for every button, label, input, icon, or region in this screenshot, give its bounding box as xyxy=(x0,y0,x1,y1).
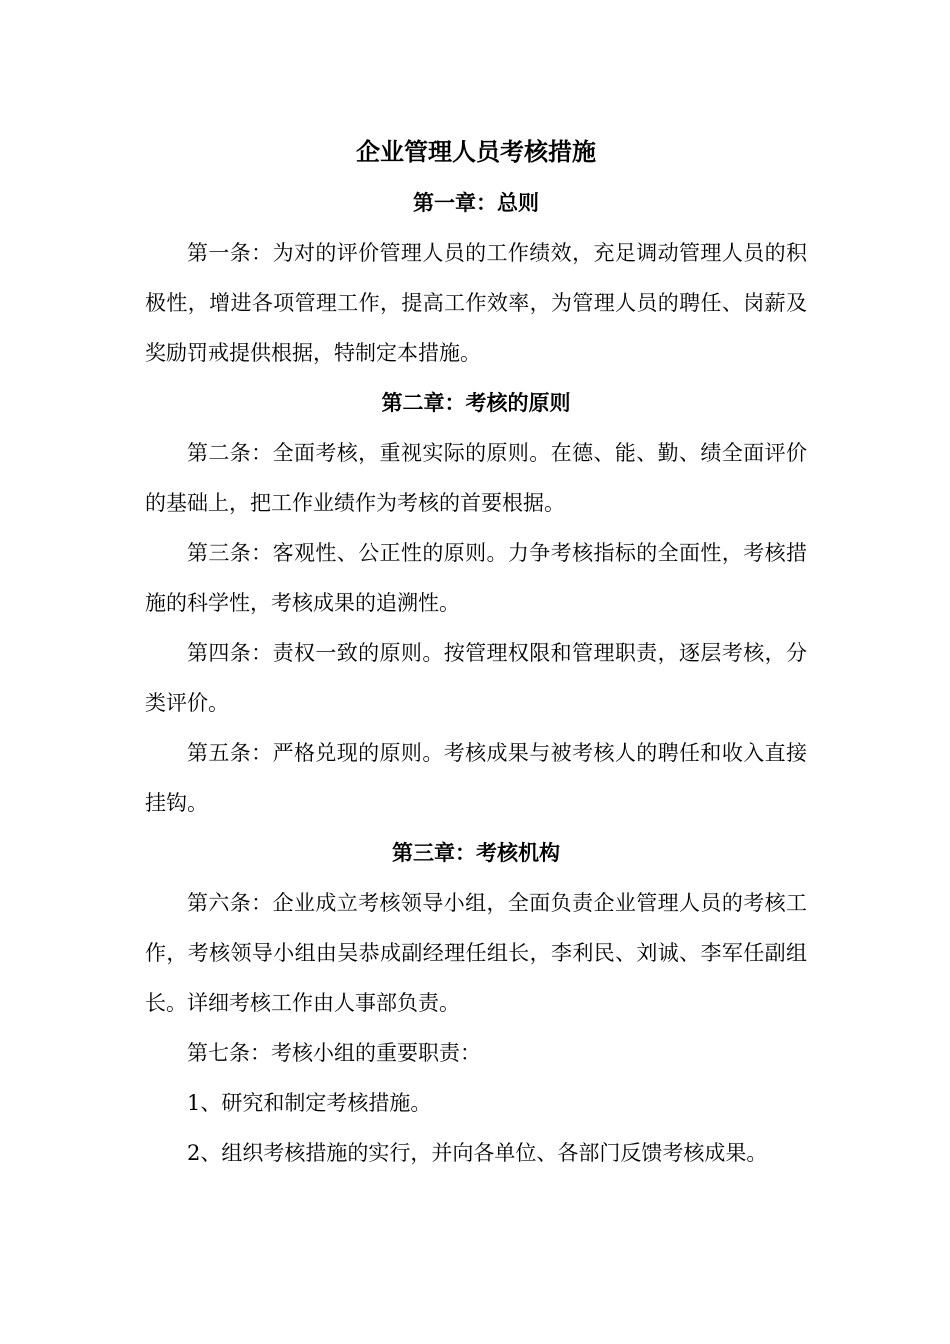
article-paragraph: 第六条：企业成立考核领导小组，全面负责企业管理人员的考核工作，考核领导小组由吴恭成副经理任组长，李利民、刘诚、李军任副组长。详细考核工作由人事部负责。 xyxy=(145,891,807,1015)
chapter-heading: 第二章：考核的原则 xyxy=(381,390,571,415)
article-paragraph: 第七条：考核小组的重要职责： xyxy=(187,1041,481,1065)
article-paragraph: 第四条：责权一致的原则。按管理权限和管理职责，逐层考核，分类评价。 xyxy=(145,641,807,715)
list-item: 2、组织考核措施的实行，并向各单位、各部门反馈考核成果。 xyxy=(187,1141,768,1165)
chapter-heading: 第一章：总则 xyxy=(413,190,539,215)
article-paragraph: 第三条：客观性、公正性的原则。力争考核指标的全面性，考核措施的科学性，考核成果的追溯性。 xyxy=(145,541,807,615)
document-title: 企业管理人员考核措施 xyxy=(356,137,596,166)
list-item: 1、研究和制定考核措施。 xyxy=(187,1091,432,1115)
article-paragraph: 第五条：严格兑现的原则。考核成果与被考核人的聘任和收入直接挂钩。 xyxy=(145,741,807,815)
document-page xyxy=(145,128,807,1178)
chapter-heading: 第三章：考核机构 xyxy=(392,840,560,865)
article-paragraph: 第二条：全面考核，重视实际的原则。在德、能、勤、绩全面评价的基础上，把工作业绩作为考核的首要根据。 xyxy=(145,441,807,515)
article-paragraph: 第一条：为对的评价管理人员的工作绩效，充足调动管理人员的积极性，增进各项管理工作，提高工作效率，为管理人员的聘任、岗薪及奖励罚戒提供根据，特制定本措施。 xyxy=(145,241,807,365)
